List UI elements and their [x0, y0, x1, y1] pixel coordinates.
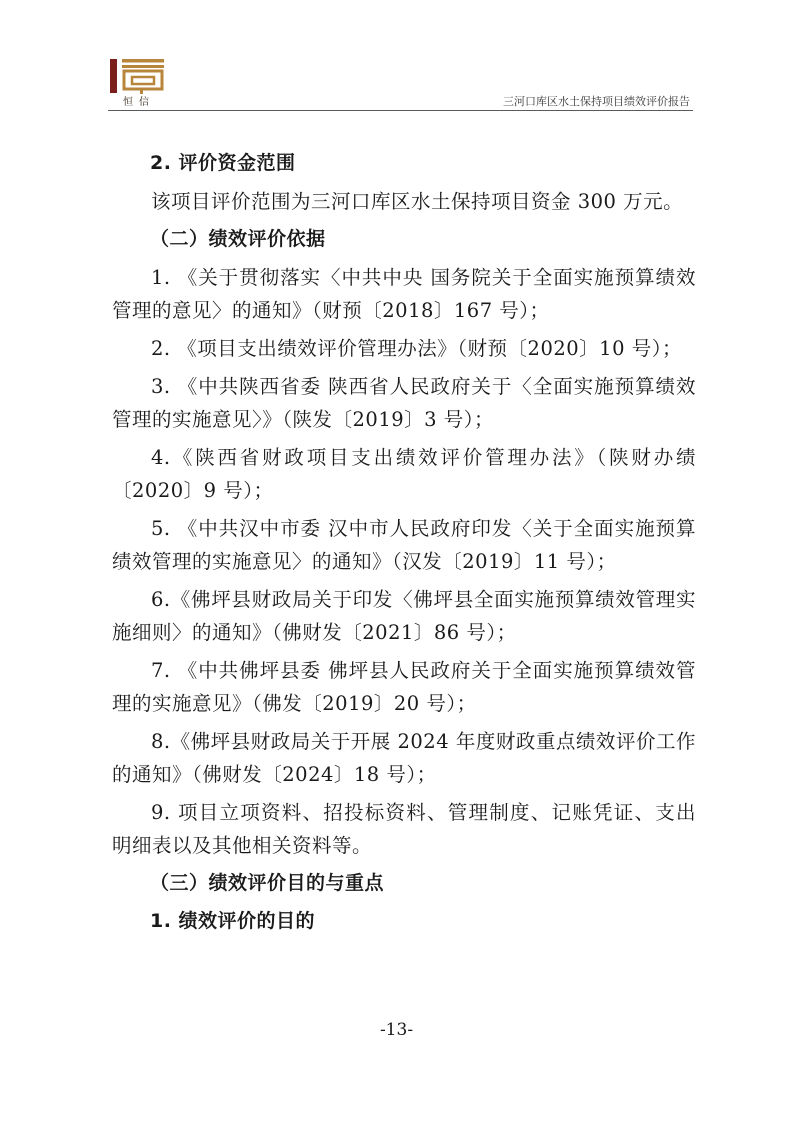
- section-heading: （二）绩效评价依据: [150, 228, 326, 250]
- list-item: 3. 《中共陕西省委 陕西省人民政府关于〈全面实施预算绩效管理的实施意见〉》（陕发〔2019〕3 号）；: [112, 375, 696, 431]
- list-item: 6.《佛坪县财政局关于印发〈佛坪县全面实施预算绩效管理实施细则〉的通知》（佛财发〔2021〕86 号）；: [112, 588, 696, 644]
- list-item: 8.《佛坪县财政局关于开展 2024 年度财政重点绩效评价工作的通知》（佛财发〔2024〕18 号）；: [112, 730, 696, 786]
- list-item: 9. 项目立项资料、招投标资料、管理制度、记账凭证、支出明细表以及其他相关资料等。: [112, 801, 696, 857]
- section-heading: 2. 评价资金范围: [150, 152, 296, 174]
- paragraph: 该项目评价范围为三河口库区水土保持项目资金 300 万元。: [151, 190, 684, 213]
- list-item: 1. 《关于贯彻落实〈中共中央 国务院关于全面实施预算绩效管理的意见〉的通知》（财预〔2018〕167 号）；: [112, 266, 696, 322]
- list-item: 5. 《中共汉中市委 汉中市人民政府印发〈关于全面实施预算绩效管理的实施意见〉的通知》（汉发〔2019〕11 号）；: [112, 517, 696, 573]
- page-number: -13-: [379, 1020, 414, 1040]
- header-title: 三河口库区水土保持项目绩效评价报告: [503, 95, 690, 108]
- list-item: 4.《陕西省财政项目支出绩效评价管理办法》（陕财办绩〔2020〕9 号）；: [112, 446, 696, 502]
- list-item: 7. 《中共佛坪县委 佛坪县人民政府关于全面实施预算绩效管理的实施意见》（佛发〔2019〕20 号）；: [112, 659, 696, 715]
- logo-text: 恒信: [123, 97, 155, 108]
- section-heading: （三）绩效评价目的与重点: [150, 872, 385, 894]
- document-body: [112, 147, 696, 943]
- list-item: 2. 《项目支出绩效评价管理办法》（财预〔2020〕10 号）；: [151, 337, 682, 360]
- section-heading: 1. 绩效评价的目的: [150, 910, 316, 932]
- header-divider: [108, 110, 693, 111]
